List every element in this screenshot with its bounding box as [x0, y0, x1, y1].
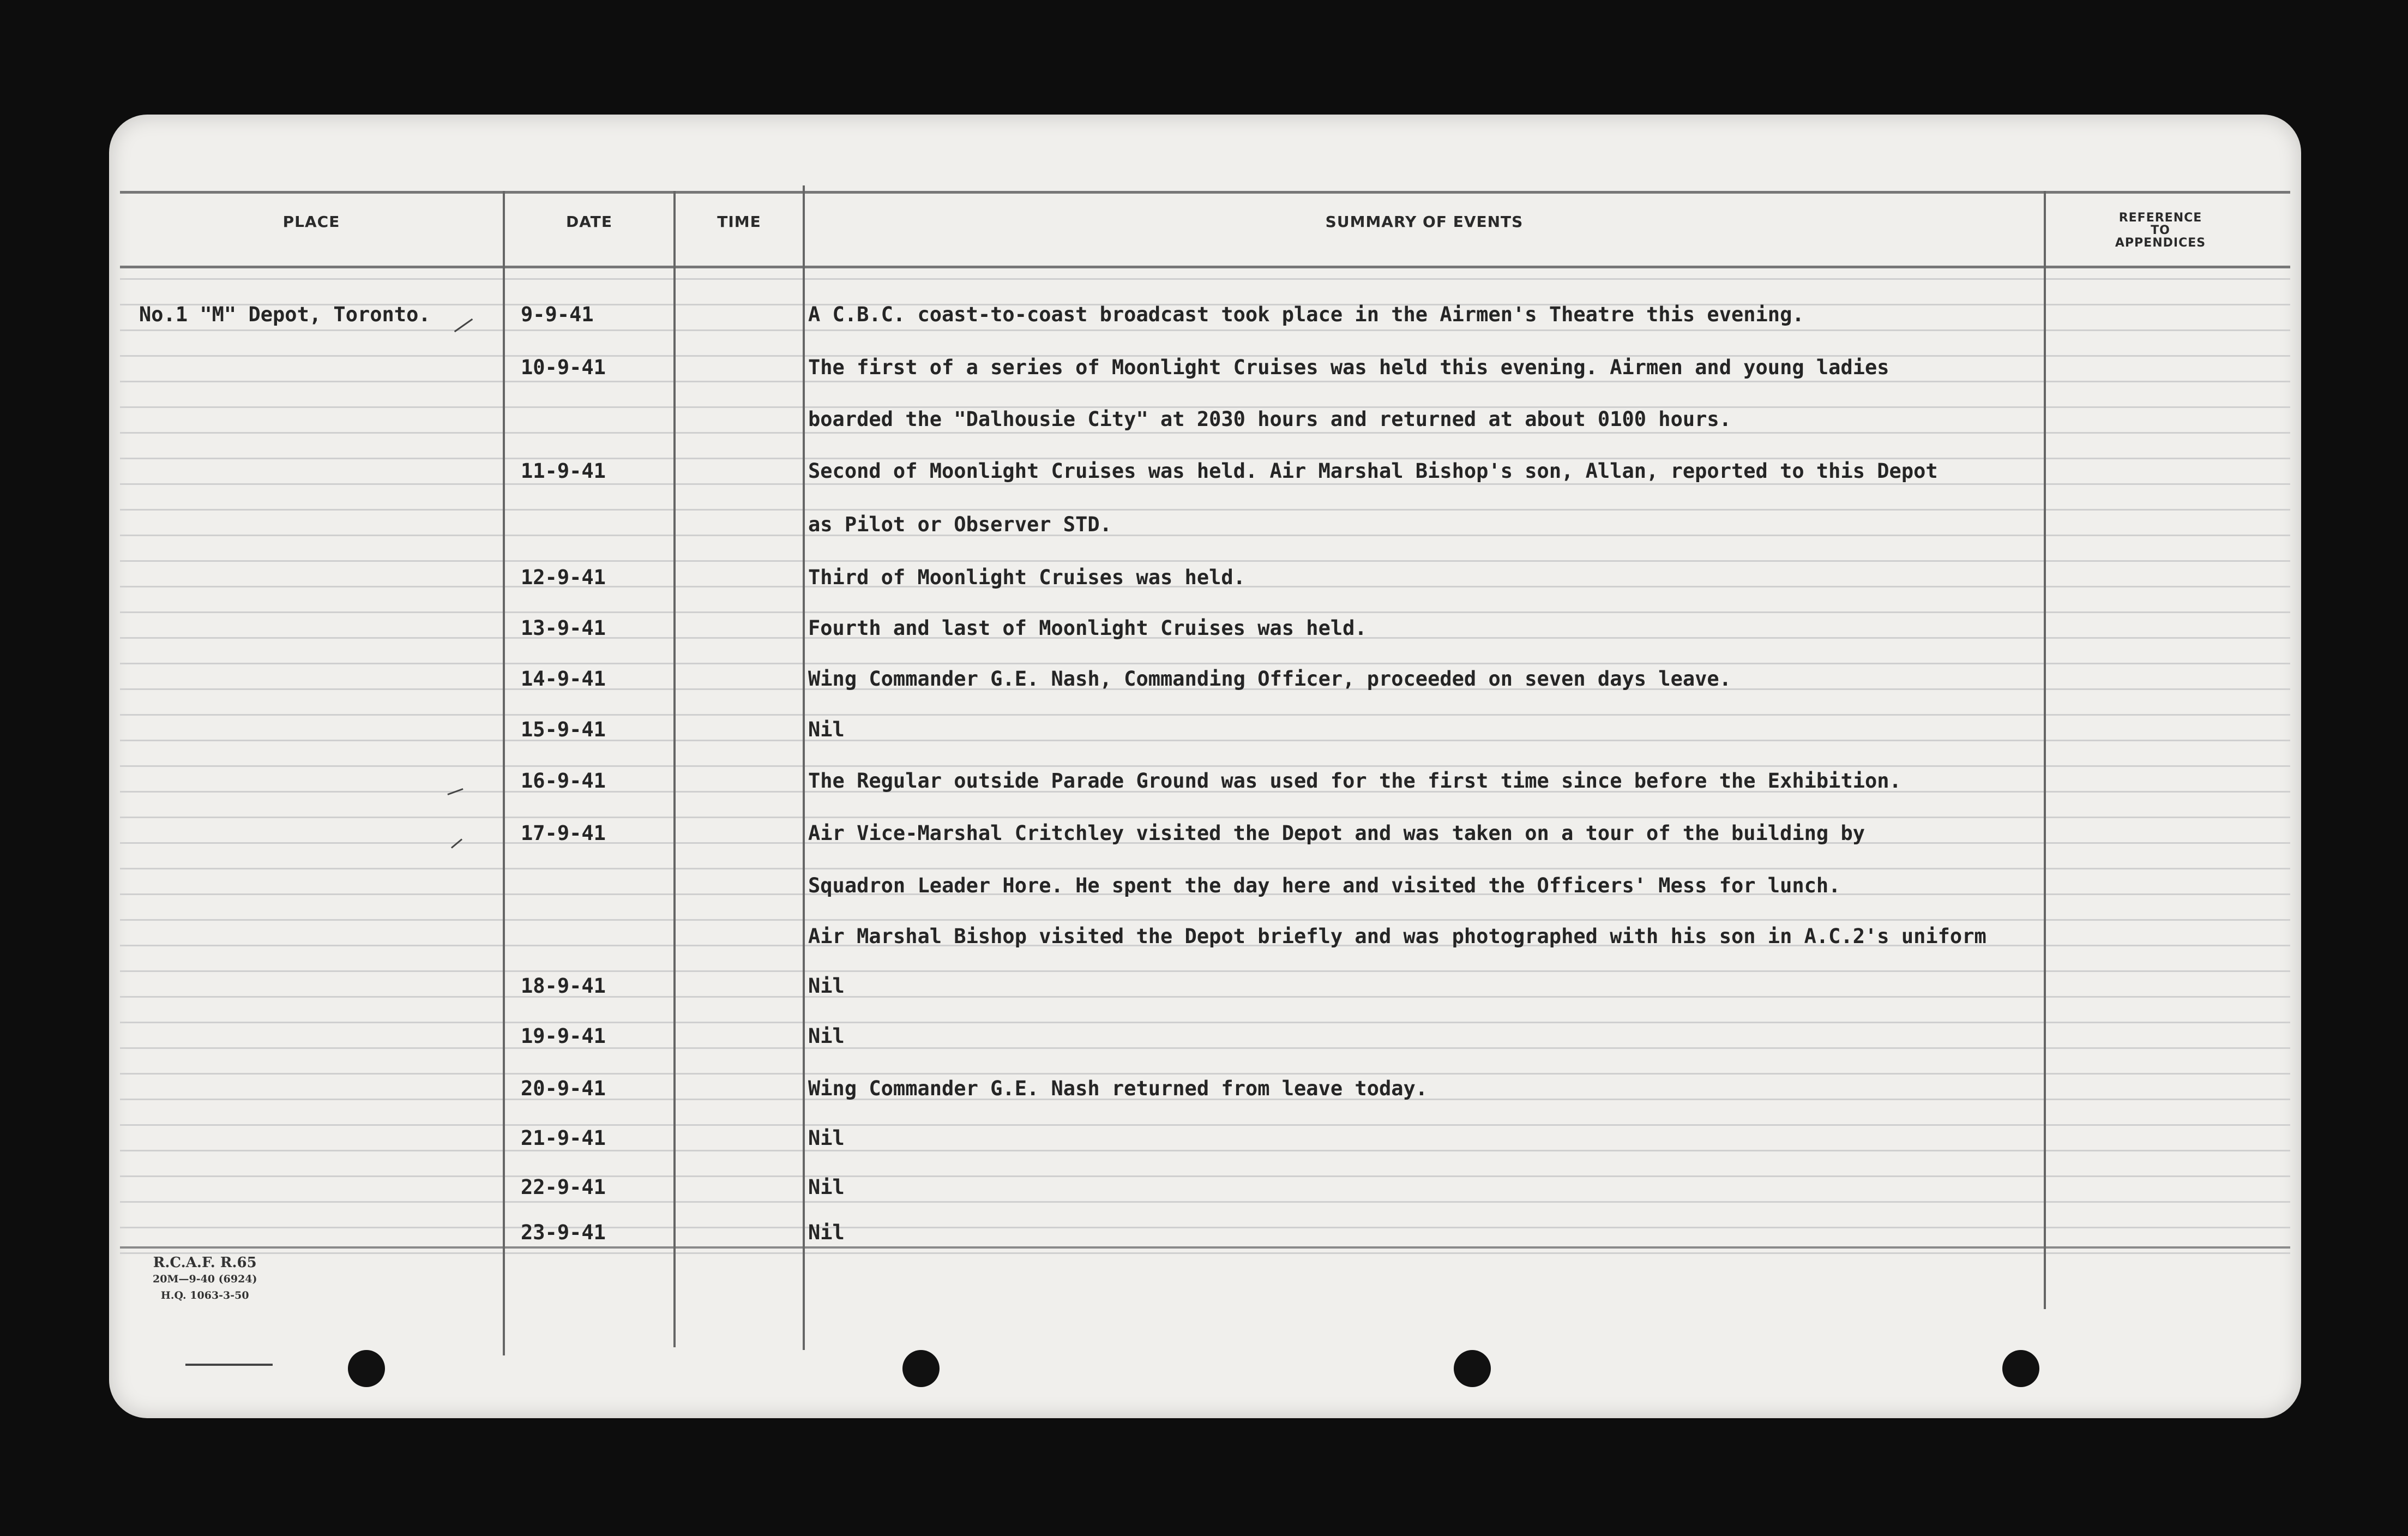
bottom-rule: [120, 1246, 2290, 1249]
entry-summary: Third of Moonlight Cruises was held.: [808, 566, 1245, 589]
header-reference: REFERENCE TO APPENDICES: [2115, 211, 2206, 250]
entry-summary: Nil: [808, 1221, 845, 1244]
ruled-line: [120, 278, 2290, 280]
entry-summary: The Regular outside Parade Ground was used for the first time since before the Exhibition.: [808, 769, 1901, 793]
header-summary: SUMMARY OF EVENTS: [1325, 213, 1524, 231]
entry-date: 14-9-41: [521, 667, 606, 691]
place-date-divider: [503, 191, 505, 1355]
ruled-line: [120, 560, 2290, 562]
binder-hole: [348, 1350, 385, 1387]
entry-summary: Wing Commander G.E. Nash, Commanding Officer, proceeded on seven days leave.: [808, 667, 1731, 691]
ruled-line: [120, 970, 2290, 972]
entry-summary: as Pilot or Observer STD.: [808, 513, 1112, 536]
header-place: PLACE: [282, 213, 340, 231]
ruled-line: [120, 996, 2290, 998]
binder-hole: [2002, 1350, 2039, 1387]
ruled-line: [120, 817, 2290, 818]
ruled-line: [120, 1047, 2290, 1049]
binder-hole: [1454, 1350, 1491, 1387]
binder-hole: [902, 1350, 940, 1387]
entry-summary: Nil: [808, 718, 845, 741]
form-identifier: R.C.A.F. R.65 20M—9-40 (6924) H.Q. 1063-3-50: [153, 1255, 257, 1301]
entry-summary: Fourth and last of Moonlight Cruises was held.: [808, 616, 1367, 640]
header-top-rule: [120, 191, 2290, 194]
entry-summary: Second of Moonlight Cruises was held. Air Marshal Bishop's son, Allan, reported to this Depot: [808, 459, 1938, 483]
ruled-line: [120, 1227, 2290, 1228]
ruled-line: [120, 663, 2290, 664]
entry-date: 20-9-41: [521, 1077, 606, 1100]
entry-summary: Wing Commander G.E. Nash returned from leave today.: [808, 1077, 1428, 1100]
entry-summary: Nil: [808, 1126, 845, 1150]
ruled-line: [120, 329, 2290, 331]
ruled-line: [120, 611, 2290, 613]
entry-date: 17-9-41: [521, 821, 606, 845]
ruled-line: [120, 483, 2290, 485]
header-date: DATE: [566, 213, 612, 231]
ruled-line: [120, 868, 2290, 869]
ruled-line: [120, 432, 2290, 434]
underline-mark: [185, 1364, 273, 1366]
entry-summary: Squadron Leader Hore. He spent the day here and visited the Officers' Mess for lunch.: [808, 874, 1841, 897]
summary-reference-divider: [2044, 191, 2046, 1309]
entry-date: 22-9-41: [521, 1175, 606, 1199]
entry-date: 10-9-41: [521, 356, 606, 379]
entry-date: 12-9-41: [521, 566, 606, 589]
header-time: TIME: [717, 213, 761, 231]
ruled-line: [120, 381, 2290, 382]
ruled-line: [120, 714, 2290, 716]
entry-summary: Nil: [808, 1024, 845, 1048]
entry-summary: The first of a series of Moonlight Cruises was held this evening. Airmen and young ladies: [808, 356, 1889, 379]
date-time-divider: [673, 191, 676, 1347]
entry-date: 13-9-41: [521, 616, 606, 640]
ruled-line: [120, 919, 2290, 921]
entry-date: 15-9-41: [521, 718, 606, 741]
entry-summary: A C.B.C. coast-to-coast broadcast took place in the Airmen's Theatre this evening.: [808, 303, 1804, 326]
entry-summary: Nil: [808, 1175, 845, 1199]
ruled-line: [120, 765, 2290, 767]
ruled-line: [120, 1175, 2290, 1177]
time-summary-divider: [803, 185, 805, 1350]
war-diary-card: [109, 115, 2301, 1418]
ruled-line: [120, 535, 2290, 536]
ruled-line: [120, 1073, 2290, 1075]
entry-date: 18-9-41: [521, 974, 606, 998]
entry-date: 9-9-41: [521, 303, 594, 326]
header-bottom-rule: [120, 266, 2290, 268]
entry-date: 23-9-41: [521, 1221, 606, 1244]
entry-summary: Air Vice-Marshal Critchley visited the Depot and was taken on a tour of the building by: [808, 821, 1865, 845]
ruled-line: [120, 509, 2290, 511]
entry-date: 21-9-41: [521, 1126, 606, 1150]
ruled-line: [120, 1150, 2290, 1151]
ruled-line: [120, 740, 2290, 741]
entry-summary: Air Marshal Bishop visited the Depot briefly and was photographed with his son in A.C.2's uniform: [808, 925, 1986, 948]
entry-date: 16-9-41: [521, 769, 606, 793]
entry-summary: boarded the "Dalhousie City" at 2030 hours and returned at about 0100 hours.: [808, 407, 1731, 431]
ruled-line: [120, 1201, 2290, 1203]
entry-date: 11-9-41: [521, 459, 606, 483]
ruled-line: [120, 1022, 2290, 1023]
place-entry: No.1 "M" Depot, Toronto.: [139, 303, 431, 326]
entry-summary: Nil: [808, 974, 845, 998]
ruled-line: [120, 1252, 2290, 1254]
entry-date: 19-9-41: [521, 1024, 606, 1048]
ruled-line: [120, 1124, 2290, 1126]
